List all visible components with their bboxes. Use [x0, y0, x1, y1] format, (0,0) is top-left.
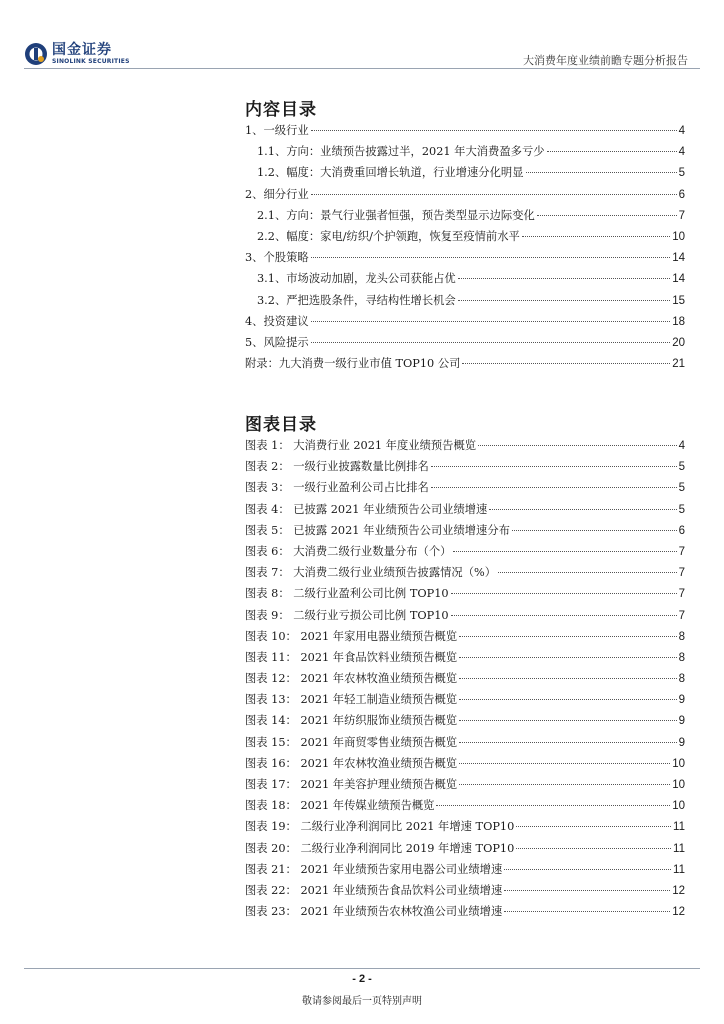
dot-leader	[537, 215, 677, 216]
dot-leader	[504, 890, 670, 891]
toc-entry[interactable]	[245, 186, 685, 207]
figure-entry[interactable]	[245, 712, 685, 733]
dot-leader	[462, 363, 670, 364]
figure-entry-page: 8	[678, 673, 685, 686]
page-header	[0, 0, 724, 70]
figure-entry[interactable]	[245, 818, 685, 839]
dot-leader	[451, 615, 677, 616]
figure-entry-page: 9	[678, 715, 685, 728]
disclaimer-text: 敬请参阅最后一页特别声明	[302, 996, 422, 1007]
dot-leader	[311, 257, 671, 258]
figure-entry-page: 8	[678, 630, 685, 643]
toc-entry-page: 21	[672, 358, 685, 371]
toc-entry-label: 3.1、市场波动加剧，龙头公司获能占优	[257, 272, 456, 286]
dot-leader	[458, 300, 670, 301]
figure-entry-page: 8	[678, 651, 685, 664]
dot-leader	[311, 321, 671, 322]
dot-leader	[311, 342, 671, 343]
figure-entry-label: 图表 16： 2021 年农林牧渔业绩预告概览	[245, 756, 458, 770]
toc-entry-label: 2.1、方向：景气行业强者恒强，预告类型显示边际变化	[257, 208, 535, 222]
figure-entry-label: 图表 17： 2021 年美容护理业绩预告概览	[245, 778, 458, 791]
figure-entry[interactable]	[245, 628, 685, 649]
toc-entry-label: 3.2、严把选股条件，寻结构性增长机会	[257, 293, 456, 307]
toc-entry[interactable]	[245, 122, 685, 143]
figure-entry[interactable]	[245, 479, 685, 500]
figure-entry[interactable]	[245, 691, 685, 712]
figure-entry[interactable]	[245, 840, 685, 861]
figure-entry[interactable]	[245, 437, 685, 458]
logo-en-text: SINOLINK SECURITIES	[52, 57, 130, 65]
figure-entry-page: 7	[678, 567, 685, 580]
toc-entry[interactable]	[245, 228, 685, 249]
toc-entry[interactable]	[245, 292, 685, 313]
figure-entry-page: 11	[673, 863, 685, 876]
figure-entry-page: 10	[672, 800, 685, 813]
toc-entry-page: 4	[678, 146, 685, 159]
dot-leader	[458, 278, 670, 279]
dot-leader	[431, 487, 677, 488]
toc-list	[245, 122, 685, 376]
figure-entry[interactable]	[245, 670, 685, 691]
figure-entry[interactable]	[245, 776, 685, 797]
figure-entry[interactable]	[245, 458, 685, 479]
dot-leader	[459, 699, 677, 700]
toc-entry-page: 6	[678, 188, 685, 201]
figure-entry-page: 11	[673, 821, 685, 834]
dot-leader	[459, 678, 677, 679]
figure-entry[interactable]	[245, 585, 685, 606]
figure-entry-page: 6	[678, 524, 685, 537]
dot-leader	[504, 911, 670, 912]
figure-entry-page: 11	[673, 842, 685, 855]
toc-entry-page: 18	[672, 315, 685, 328]
toc-entry-page: 4	[678, 125, 685, 137]
toc-entry-label: 4、投资建议	[245, 314, 309, 328]
figure-entry-page: 7	[678, 609, 685, 622]
dot-leader	[489, 509, 676, 510]
toc-entry-label: 1.1、方向：业绩预告披露过半，2021 年大消费盈多亏少	[257, 145, 545, 159]
dot-leader	[526, 172, 677, 173]
dot-leader	[459, 763, 670, 764]
toc-entry-page: 5	[678, 167, 685, 180]
toc-entry-page: 10	[672, 230, 685, 243]
toc-entry[interactable]	[245, 207, 685, 228]
toc-entry-page: 14	[672, 252, 685, 265]
figure-entry-label: 图表 18： 2021 年传媒业绩预告概览	[245, 799, 435, 813]
toc-heading: 内容目录	[245, 100, 317, 120]
dot-leader	[436, 805, 670, 806]
figure-entry-label: 图表 19： 二级行业净利润同比 2021 年增速 TOP10	[245, 820, 515, 834]
figure-entry-page: 7	[678, 588, 685, 601]
dot-leader	[504, 869, 671, 870]
figure-entry-page: 5	[678, 482, 685, 495]
figure-entry[interactable]	[245, 797, 685, 818]
figure-entry-page: 12	[672, 906, 685, 919]
figure-entry[interactable]	[245, 649, 685, 670]
figure-entry-page: 9	[678, 694, 685, 707]
toc-entry-label: 5、风险提示	[245, 335, 309, 349]
footer-divider	[24, 968, 700, 969]
figure-entry-page: 12	[672, 884, 685, 897]
toc-entry-label: 2、细分行业	[245, 187, 309, 201]
toc-entry-page: 15	[672, 294, 685, 307]
figure-entry[interactable]	[245, 861, 685, 882]
toc-entry-label: 3、个股策略	[245, 251, 309, 265]
figure-entry-label: 图表 22： 2021 年业绩预告食品饮料公司业绩增速	[245, 883, 503, 897]
toc-entry[interactable]	[245, 355, 685, 376]
logo-cn-text: 国金证券	[52, 41, 112, 58]
dot-leader	[522, 236, 670, 237]
figure-entry-label: 图表 2： 一级行业披露数量比例排名	[245, 460, 429, 474]
figure-entry-label: 图表 9： 二级行业亏损公司比例 TOP10	[245, 608, 449, 622]
figure-entry-label: 图表 1： 大消费行业 2021 年度业绩预告概览	[245, 439, 477, 452]
dot-leader	[311, 130, 677, 131]
figure-entry-label: 图表 6： 大消费二级行业数量分布（个）	[245, 544, 452, 558]
dot-leader	[516, 826, 671, 827]
toc-entry-page: 20	[672, 336, 685, 349]
figure-entry-label: 图表 21： 2021 年业绩预告家用电器公司业绩增速	[245, 862, 503, 876]
figure-entry-label: 图表 20： 二级行业净利润同比 2019 年增速 TOP10	[245, 841, 515, 855]
figure-entry-page: 10	[672, 779, 685, 791]
dot-leader	[478, 445, 677, 446]
report-title: 大消费年度业绩前瞻专题分析报告	[523, 54, 688, 67]
figure-entry[interactable]	[245, 903, 685, 924]
figure-entry[interactable]	[245, 543, 685, 564]
figure-entry-label: 图表 8： 二级行业盈利公司比例 TOP10	[245, 587, 449, 601]
dot-leader	[451, 593, 677, 594]
dot-leader	[459, 636, 677, 637]
dot-leader	[498, 572, 677, 573]
dot-leader	[459, 657, 677, 658]
figure-entry[interactable]	[245, 564, 685, 585]
dot-leader	[459, 742, 677, 743]
figure-entry[interactable]	[245, 501, 685, 522]
company-logo	[24, 40, 130, 68]
toc-entry-label: 2.2、幅度：家电/纺织/个护领跑，恢复至疫情前水平	[257, 229, 520, 243]
figure-entry[interactable]	[245, 522, 685, 543]
sinolink-logo-icon	[24, 42, 48, 66]
figure-entry-label: 图表 12： 2021 年农林牧渔业绩预告概览	[245, 672, 458, 686]
figure-entry-label: 图表 10： 2021 年家用电器业绩预告概览	[245, 629, 458, 643]
figure-entry-label: 图表 13： 2021 年轻工制造业绩预告概览	[245, 693, 458, 707]
figure-entry-label: 图表 5： 已披露 2021 年业绩预告公司业绩增速分布	[245, 523, 510, 537]
toc-entry[interactable]	[245, 313, 685, 334]
dot-leader	[459, 720, 677, 721]
figure-entry-page: 7	[678, 545, 685, 558]
figure-entry[interactable]	[245, 734, 685, 755]
figure-entry[interactable]	[245, 755, 685, 776]
toc-entry[interactable]	[245, 334, 685, 355]
dot-leader	[512, 530, 677, 531]
header-divider	[24, 68, 700, 69]
toc-entry[interactable]	[245, 249, 685, 270]
figure-entry-label: 图表 11： 2021 年食品饮料业绩预告概览	[245, 650, 458, 664]
figure-entry-page: 9	[678, 736, 685, 749]
dot-leader	[431, 466, 677, 467]
figure-entry-label: 图表 23： 2021 年业绩预告农林牧渔公司业绩增速	[245, 905, 503, 919]
toc-entry[interactable]	[245, 143, 685, 164]
toc-entry[interactable]	[245, 164, 685, 185]
toc-entry-label: 1、一级行业	[245, 124, 309, 137]
figure-list-heading: 图表目录	[245, 415, 317, 435]
figure-entry-page: 5	[678, 461, 685, 474]
figure-entry-label: 图表 14： 2021 年纺织服饰业绩预告概览	[245, 714, 458, 728]
figure-entry-page: 5	[678, 503, 685, 516]
figure-list	[245, 437, 685, 924]
figure-entry[interactable]	[245, 607, 685, 628]
dot-leader	[547, 151, 677, 152]
figure-entry-page: 4	[678, 440, 685, 452]
page-number: - 2 -	[352, 973, 372, 985]
figure-entry-label: 图表 15： 2021 年商贸零售业绩预告概览	[245, 735, 458, 749]
dot-leader	[311, 194, 677, 195]
toc-entry-page: 14	[672, 273, 685, 286]
figure-entry-label: 图表 7： 大消费二级行业业绩预告披露情况（%）	[245, 566, 497, 580]
figure-entry-page: 10	[672, 757, 685, 770]
toc-entry[interactable]	[245, 270, 685, 291]
dot-leader	[453, 551, 676, 552]
toc-entry-page: 7	[678, 209, 685, 222]
toc-entry-label: 1.2、幅度：大消费重回增长轨道，行业增速分化明显	[257, 166, 524, 180]
dot-leader	[516, 848, 671, 849]
toc-entry-label: 附录：九大消费一级行业市值 TOP10 公司	[245, 357, 461, 371]
figure-entry[interactable]	[245, 882, 685, 903]
figure-entry-label: 图表 3： 一级行业盈利公司占比排名	[245, 481, 429, 495]
dot-leader	[459, 784, 670, 785]
figure-entry-label: 图表 4： 已披露 2021 年业绩预告公司业绩增速	[245, 502, 488, 516]
